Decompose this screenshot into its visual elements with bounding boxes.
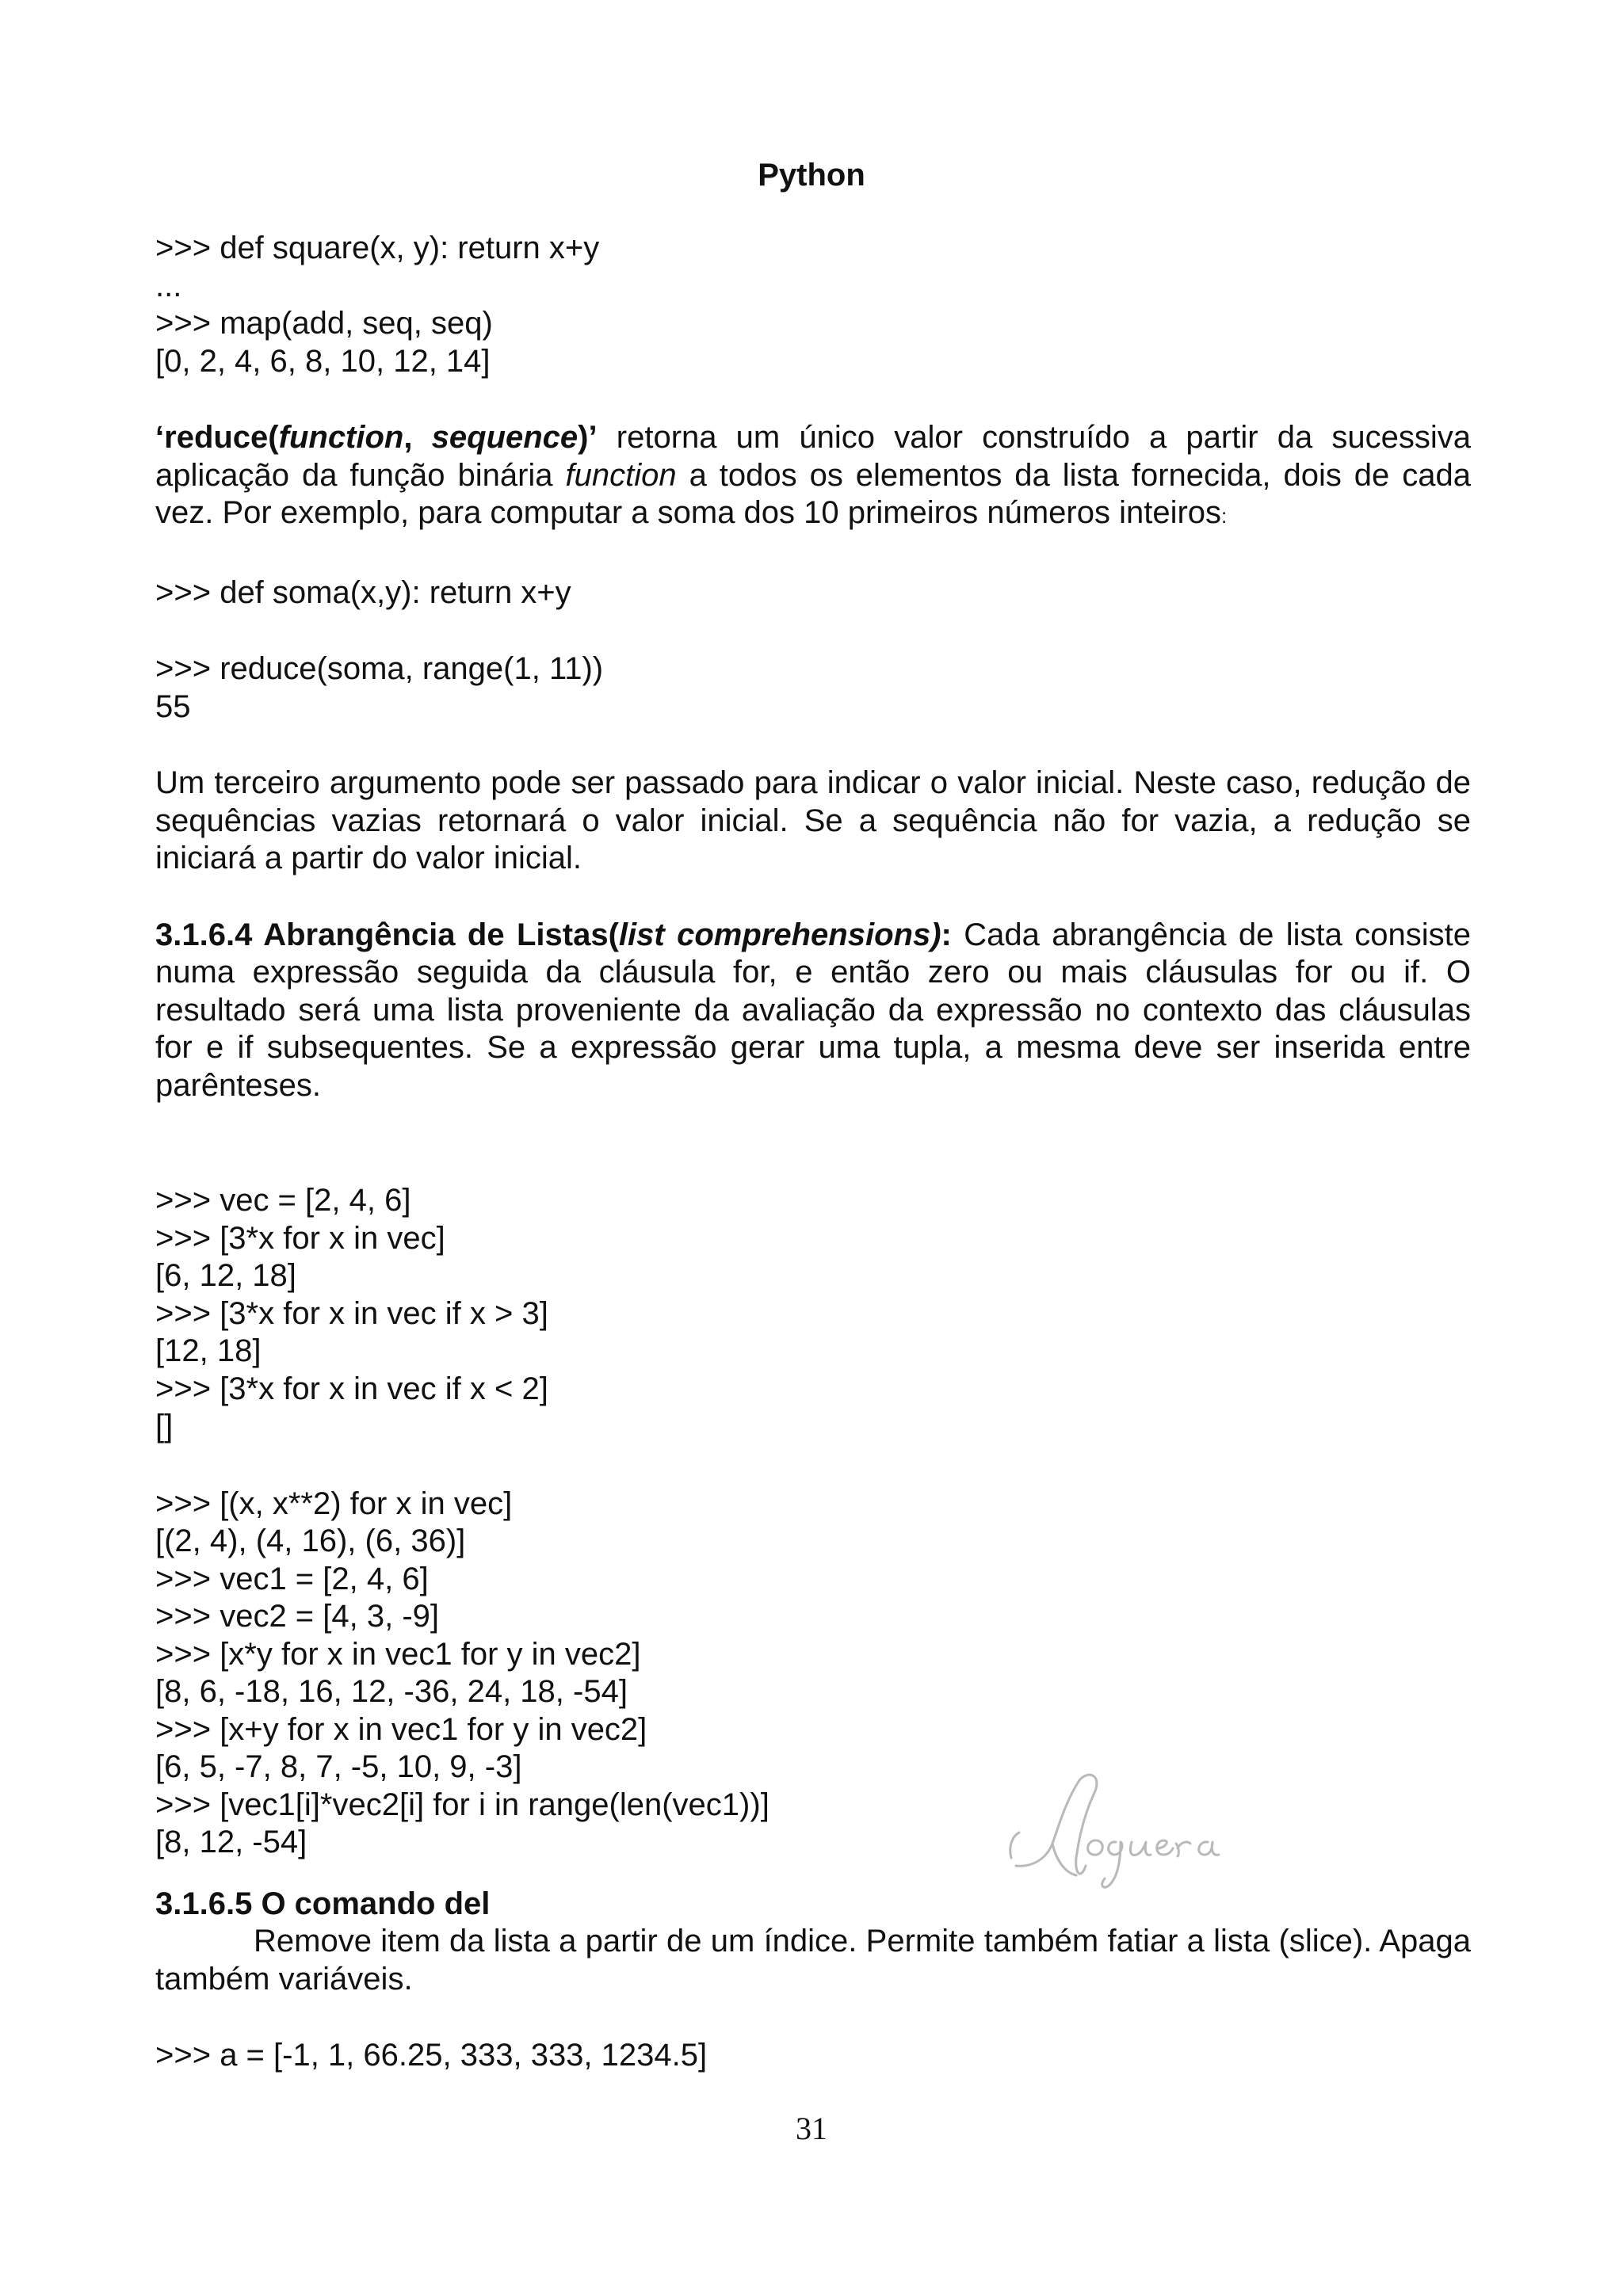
code-block-soma xyxy=(155,574,1471,612)
reduce-paragraph: ‘reduce(function, sequence)’ retorna um único valor construído a partir da sucessiva aplicação da função binária function a todos os elementos da lista fornecida, dois de cada vez. Por exemplo, para computar a soma dos 10 primeiros números inteiros: xyxy=(155,420,1471,530)
code-line: >>> [x*y for x in vec1 for y in vec2] xyxy=(155,1636,641,1672)
code-line: >>> vec = [2, 4, 6] xyxy=(155,1183,411,1218)
section-3164-paragraph: 3.1.6.4 Abrangência de Listas(list comprehensions): Cada abrangência de lista consiste numa expressão seguida da cláusula for, e então zero ou mais cláusulas for ou if. O resultado será uma lista proveniente da avaliação da expressão no contexto das cláusulas for e if subsequentes. Se a expressão gerar uma tupla, a mesma deve ser inserida entre parênteses. xyxy=(155,917,1471,1103)
code-line: >>> [x+y for x in vec1 for y in vec2] xyxy=(155,1711,647,1747)
page-number: 31 xyxy=(796,2111,827,2146)
code-block-reduce xyxy=(155,650,1471,726)
initial-value-paragraph: Um terceiro argumento pode ser passado para indicar o valor inicial. Neste caso, redução de sequências vazias retornará o valor inicial. Se a sequência não for vazia, a redução se iniciará a partir do valor inicial. xyxy=(155,765,1471,875)
code-line: >>> vec1 = [2, 4, 6] xyxy=(155,1561,429,1596)
page-content xyxy=(155,230,1471,2075)
code-line: >>> def square(x, y): return x+y xyxy=(155,231,600,265)
code-block-vec-pairs xyxy=(155,1486,1471,1862)
code-line: >>> map(add, seq, seq) xyxy=(155,306,493,341)
section-3165-paragraph: Remove item da lista a partir de um índice. Permite também fatiar a lista (slice). Apaga também variáveis. xyxy=(155,1924,1471,1997)
code-line: 55 xyxy=(155,688,191,724)
code-line: [6, 12, 18] xyxy=(155,1258,296,1293)
code-line: >>> [(x, x**2) for x in vec] xyxy=(155,1486,513,1521)
code-block-map xyxy=(155,230,1471,380)
code-line: [12, 18] xyxy=(155,1333,262,1368)
code-line: [] xyxy=(155,1409,174,1444)
reduce-signature: ‘reduce(function, sequence)’ xyxy=(155,420,598,455)
page-header-title: Python xyxy=(758,158,865,193)
code-line: [6, 5, -7, 8, 7, -5, 10, 9, -3] xyxy=(155,1749,522,1784)
code-line: >>> reduce(soma, range(1, 11)) xyxy=(155,651,604,686)
code-line: >>> [3*x for x in vec if x > 3] xyxy=(155,1295,548,1331)
code-line: [8, 6, -18, 16, 12, -36, 24, 18, -54] xyxy=(155,1674,628,1709)
section-3164-heading: 3.1.6.4 Abrangência de Listas(list comprehensions): xyxy=(155,917,952,952)
code-line: >>> vec2 = [4, 3, -9] xyxy=(155,1599,440,1634)
code-block-del xyxy=(155,2037,1471,2075)
code-line: >>> [3*x for x in vec] xyxy=(155,1220,445,1256)
code-line: >>> a = [-1, 1, 66.25, 333, 333, 1234.5] xyxy=(155,2038,708,2073)
code-line: >>> [3*x for x in vec if x < 2] xyxy=(155,1371,548,1406)
code-line: >>> [vec1[i]*vec2[i] for i in range(len(vec1))] xyxy=(155,1787,769,1822)
code-line: [(2, 4), (4, 16), (6, 36)] xyxy=(155,1524,466,1558)
code-line: [0, 2, 4, 6, 8, 10, 12, 14] xyxy=(155,343,491,379)
code-block-vec xyxy=(155,1182,1471,1446)
code-line: ... xyxy=(155,268,182,303)
section-3165-heading: 3.1.6.5 O comando del xyxy=(155,1886,491,1921)
code-line: >>> def soma(x,y): return x+y xyxy=(155,574,571,610)
signature-watermark-icon xyxy=(1000,1771,1238,1897)
code-line: [8, 12, -54] xyxy=(155,1825,307,1859)
